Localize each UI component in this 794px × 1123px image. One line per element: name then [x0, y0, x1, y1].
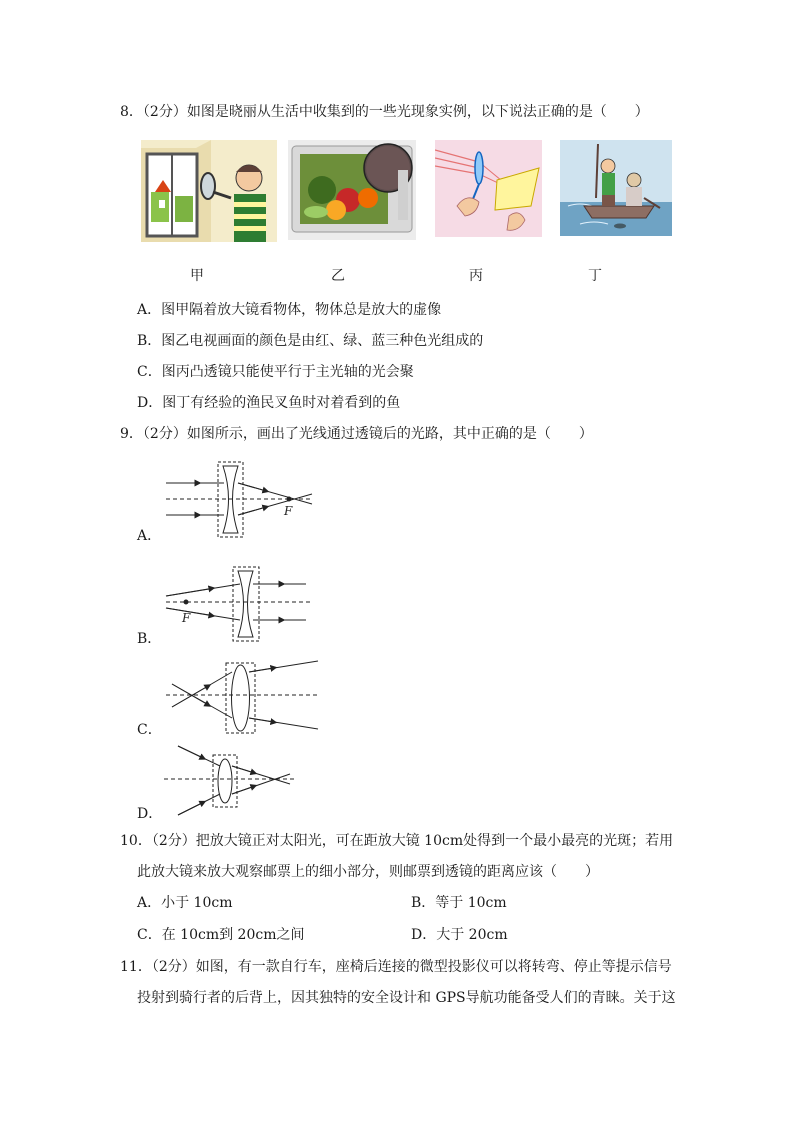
- q8-caption-ding: 丁: [588, 268, 602, 284]
- q8-option-a: A．图甲隔着放大镜看物体，物体总是放大的虚像: [137, 302, 442, 318]
- q9-diagram-c: [166, 661, 320, 733]
- q8-image-yi: [288, 140, 416, 240]
- q10-stem-line-1: 10．（2分）把放大镜正对太阳光，可在距放大镜 10cm处得到一个最小最亮的光斑；若用: [120, 833, 674, 849]
- q9-option-b-label: B．: [137, 631, 162, 647]
- q8-caption-yi: 乙: [331, 268, 345, 284]
- q9-option-a-label: A．: [137, 528, 162, 544]
- q9-focus-label-a: F: [284, 504, 293, 518]
- q8-image-jia: [141, 140, 277, 242]
- q11-stem-line-1: 11．（2分）如图，有一款自行车，座椅后连接的微型投影仪可以将转弯、停止等提示信号: [120, 959, 672, 975]
- q8-image-bing: [435, 140, 542, 237]
- q8-caption-bing: 丙: [469, 268, 483, 284]
- q11-stem-line-2: 投射到骑行者的后背上，因其独特的安全设计和 GPS导航功能备受人们的青睐。关于这: [137, 990, 676, 1006]
- q9-focus-label-b: F: [182, 611, 191, 625]
- q8-option-b: B．图乙电视画面的颜色是由红、绿、蓝三种色光组成的: [137, 333, 484, 349]
- q10-option-d: D．大于 20cm: [411, 927, 508, 943]
- q8-stem: 8．（2分）如图是晓丽从生活中收集到的一些光现象实例，以下说法正确的是（ ）: [120, 104, 649, 120]
- q10-option-c: C．在 10cm到 20cm之间: [137, 927, 305, 943]
- q8-option-d: D．图丁有经验的渔民叉鱼时对着看到的鱼: [137, 395, 401, 411]
- q9-option-c-label: C．: [137, 722, 162, 738]
- q9-option-d-label: D．: [137, 806, 163, 822]
- q10-option-a: A．小于 10cm: [137, 895, 233, 911]
- q10-option-b: B．等于 10cm: [411, 895, 507, 911]
- q10-stem-line-2: 此放大镜来放大观察邮票上的细小部分，则邮票到透镜的距离应该（ ）: [137, 864, 599, 880]
- q8-option-c: C．图丙凸透镜只能使平行于主光轴的光会聚: [137, 364, 414, 380]
- q8-image-ding: [560, 140, 672, 236]
- q8-caption-jia: 甲: [190, 268, 204, 284]
- q9-stem: 9．（2分）如图所示，画出了光线通过透镜后的光路，其中正确的是（ ）: [120, 426, 593, 442]
- q9-diagram-a: [166, 462, 312, 537]
- q9-diagram-b: [166, 567, 312, 641]
- q9-diagram-d: [164, 746, 296, 815]
